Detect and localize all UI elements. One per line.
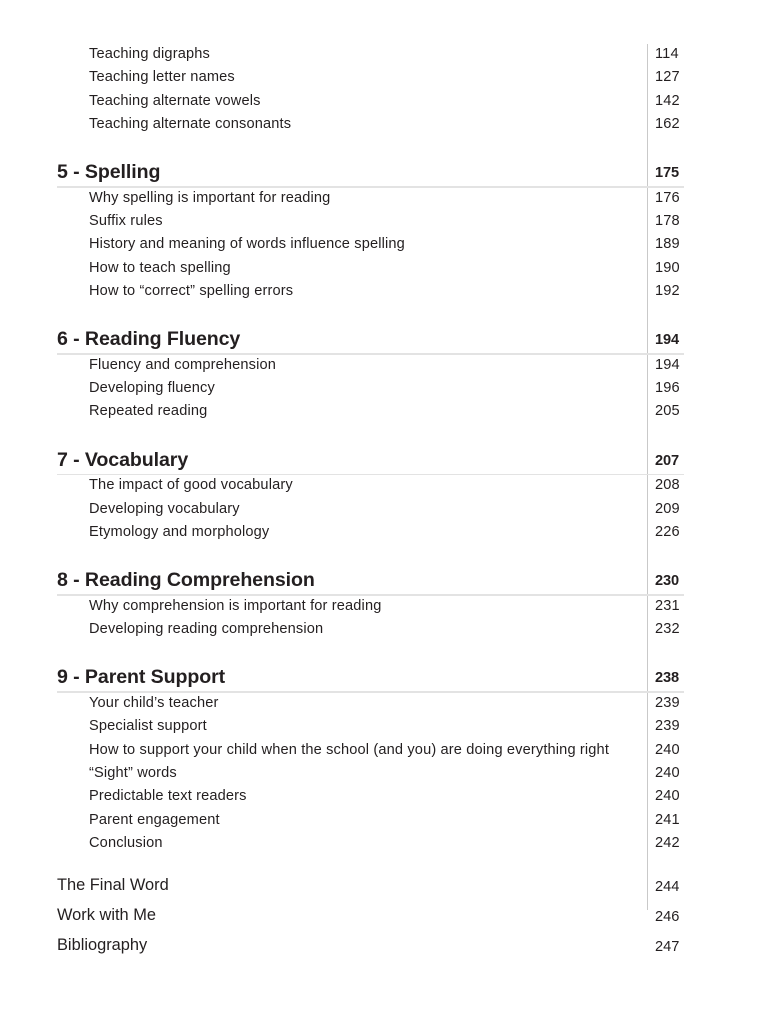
toc-section-heading[interactable] xyxy=(0,557,774,593)
toc-entry-page-number: 196 xyxy=(655,380,680,397)
toc-section-title: 8 - Reading Comprehension xyxy=(57,569,315,592)
toc-entry[interactable] xyxy=(0,380,774,403)
toc-entry-page-number: 189 xyxy=(655,236,680,253)
toc-entry-title: Why spelling is important for reading xyxy=(89,189,331,206)
toc-entry[interactable] xyxy=(0,116,774,139)
toc-entry[interactable] xyxy=(0,765,774,788)
toc-entry-title: Your child’s teacher xyxy=(89,695,219,712)
toc-continued-group xyxy=(0,46,774,139)
section-underline-rule xyxy=(57,691,684,693)
toc-entry[interactable] xyxy=(0,524,774,547)
group-spacer xyxy=(0,858,774,873)
toc-entry-title: History and meaning of words influence spelling xyxy=(89,236,405,253)
toc-entry[interactable] xyxy=(0,46,774,69)
toc-entry-page-number: 142 xyxy=(655,92,680,109)
toc-entry-title: Suffix rules xyxy=(89,213,163,230)
toc-entry-title: Parent engagement xyxy=(89,811,220,828)
toc-section-heading[interactable] xyxy=(0,437,774,473)
toc-entry-page-number: 231 xyxy=(655,597,680,614)
toc-section-page-number: 207 xyxy=(655,452,680,469)
toc-section-page-number: 194 xyxy=(655,332,680,349)
toc-entry[interactable] xyxy=(0,283,774,306)
toc-section-title: 6 - Reading Fluency xyxy=(57,328,241,351)
toc-entry[interactable] xyxy=(0,835,774,858)
toc-entry-page-number: 194 xyxy=(655,356,680,373)
toc-entry-page-number: 241 xyxy=(655,811,680,828)
toc-entry[interactable] xyxy=(0,213,774,236)
toc-section-6 xyxy=(0,316,774,426)
toc-backmatter-title: Work with Me xyxy=(57,906,156,925)
toc-entry-page-number: 240 xyxy=(655,764,680,781)
toc-entry-page-number: 162 xyxy=(655,115,680,132)
toc-entry-title: “Sight” words xyxy=(89,764,177,781)
toc-backmatter-page-number: 246 xyxy=(655,909,680,926)
toc-entry-title: How to “correct” spelling errors xyxy=(89,282,294,299)
toc-entry-page-number: 178 xyxy=(655,213,680,230)
toc-section-heading[interactable] xyxy=(0,149,774,185)
toc-entry-page-number: 176 xyxy=(655,189,680,206)
toc-section-title: 5 - Spelling xyxy=(57,161,161,184)
toc-entry-page-number: 114 xyxy=(655,46,679,62)
toc-entry-page-number: 242 xyxy=(655,834,680,851)
toc-entry-title: Teaching digraphs xyxy=(89,46,210,62)
toc-entry-page-number: 239 xyxy=(655,695,680,712)
group-spacer xyxy=(0,644,774,654)
toc-entry[interactable] xyxy=(0,403,774,426)
toc-entry-title: Repeated reading xyxy=(89,403,208,420)
toc-section-title: 9 - Parent Support xyxy=(57,666,226,689)
toc-entry-page-number: 205 xyxy=(655,403,680,420)
toc-entry-page-number: 192 xyxy=(655,282,680,299)
toc-section-heading[interactable] xyxy=(0,316,774,352)
toc-entry[interactable] xyxy=(0,236,774,259)
toc-entry[interactable] xyxy=(0,621,774,644)
section-underline-rule xyxy=(57,186,684,188)
toc-entry-title: Specialist support xyxy=(89,718,207,735)
toc-section-9 xyxy=(0,654,774,858)
toc-section-page-number: 175 xyxy=(655,165,680,182)
toc-entry-page-number: 239 xyxy=(655,718,680,735)
group-spacer xyxy=(0,547,774,557)
toc-backmatter-page-number: 244 xyxy=(655,879,680,896)
section-underline-rule xyxy=(57,353,684,355)
toc-backmatter-entry[interactable] xyxy=(0,873,774,903)
toc-entry[interactable] xyxy=(0,695,774,718)
toc-backmatter-entry[interactable] xyxy=(0,933,774,963)
toc-entry-page-number: 127 xyxy=(655,69,680,86)
toc-backmatter-entry[interactable] xyxy=(0,903,774,933)
toc-entry[interactable] xyxy=(0,190,774,213)
toc-entry-title: Teaching alternate consonants xyxy=(89,115,292,132)
toc-entry-title: Conclusion xyxy=(89,834,163,851)
toc-section-5 xyxy=(0,149,774,306)
toc-entry-title: Fluency and comprehension xyxy=(89,356,276,373)
toc-entry-page-number: 240 xyxy=(655,788,680,805)
toc-entry-title: How to teach spelling xyxy=(89,259,231,276)
toc-backmatter-page-number: 247 xyxy=(655,939,680,956)
toc-entry-title: Why comprehension is important for reading xyxy=(89,597,382,614)
section-underline-rule xyxy=(57,474,684,476)
toc-entry-title: Developing vocabulary xyxy=(89,500,240,517)
toc-entry[interactable] xyxy=(0,69,774,92)
toc-entry[interactable] xyxy=(0,93,774,116)
toc-entry[interactable] xyxy=(0,742,774,765)
toc-entry[interactable] xyxy=(0,812,774,835)
toc-entry-title: Developing fluency xyxy=(89,380,215,397)
toc-entry-page-number: 226 xyxy=(655,523,680,540)
toc-entry[interactable] xyxy=(0,598,774,621)
group-spacer xyxy=(0,139,774,149)
toc-section-7 xyxy=(0,437,774,547)
group-spacer xyxy=(0,427,774,437)
toc-entry-page-number: 208 xyxy=(655,477,680,494)
toc-entry-title: How to support your child when the school (and you) are doing everything right xyxy=(89,741,610,758)
toc-entry-title: Etymology and morphology xyxy=(89,523,270,540)
toc-entry-title: Predictable text readers xyxy=(89,788,247,805)
toc-entry[interactable] xyxy=(0,477,774,500)
toc-section-title: 7 - Vocabulary xyxy=(57,448,189,471)
toc-entry[interactable] xyxy=(0,357,774,380)
toc-entry-page-number: 232 xyxy=(655,621,680,638)
toc-backmatter-title: Bibliography xyxy=(57,936,148,955)
toc-entry-title: The impact of good vocabulary xyxy=(89,477,293,494)
section-underline-rule xyxy=(57,594,684,596)
toc-section-page-number: 230 xyxy=(655,573,680,590)
toc-entry[interactable] xyxy=(0,260,774,283)
toc-entry[interactable] xyxy=(0,501,774,524)
toc-section-8 xyxy=(0,557,774,644)
toc-entry-page-number: 209 xyxy=(655,500,680,517)
toc-entry-page-number: 190 xyxy=(655,259,680,276)
toc-entry[interactable] xyxy=(0,788,774,811)
toc-section-page-number: 238 xyxy=(655,670,680,687)
toc-entry-title: Developing reading comprehension xyxy=(89,621,324,638)
toc-section-heading[interactable] xyxy=(0,654,774,690)
toc-entry[interactable] xyxy=(0,718,774,741)
toc-backmatter-title: The Final Word xyxy=(57,876,169,895)
toc-entry-title: Teaching alternate vowels xyxy=(89,92,261,109)
toc-back-matter-group xyxy=(0,873,774,963)
toc-entry-title: Teaching letter names xyxy=(89,69,235,86)
group-spacer xyxy=(0,306,774,316)
toc-entry-page-number: 240 xyxy=(655,741,680,758)
